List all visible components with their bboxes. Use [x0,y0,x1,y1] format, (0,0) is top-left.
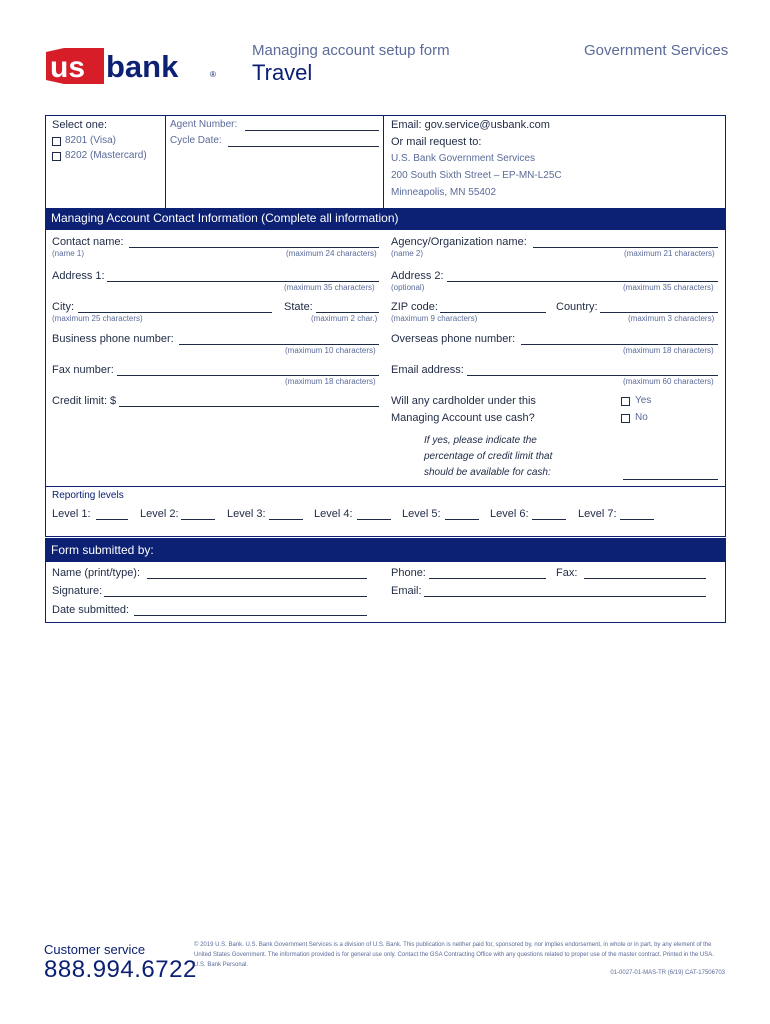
section-submitted-by-header: Form submitted by: [45,538,725,562]
reporting-levels-title: Reporting levels [52,490,124,501]
government-services-label: Government Services [584,42,729,59]
submitter-email-field[interactable] [424,596,706,597]
level6-field[interactable] [532,519,566,520]
city-max: (maximum 25 characters) [52,314,143,323]
cash-percentage-line2: percentage of credit limit that [424,451,553,462]
customer-service-label: Customer service [44,942,146,957]
submitter-name-field[interactable] [147,578,367,579]
address2-max: (maximum 35 characters) [623,283,714,292]
email-address-field[interactable] [467,375,718,376]
submitter-phone-label: Phone: [391,567,426,579]
state-max: (maximum 2 char.) [311,314,378,323]
city-label: City: [52,301,74,313]
top-divider-1 [165,115,166,208]
logo-us: us [50,51,86,84]
level5-label: Level 5: [402,508,441,520]
zip-label: ZIP code: [391,301,438,313]
cash-percentage-field[interactable] [623,479,718,480]
reporting-divider [45,486,725,487]
zip-max: (maximum 9 characters) [391,314,478,323]
country-field[interactable] [600,312,718,313]
business-phone-label: Business phone number: [52,333,174,345]
business-phone-field[interactable] [179,344,379,345]
zip-field[interactable] [440,312,546,313]
contact-name-label: Contact name: [52,236,124,248]
cash-percentage-line1: If yes, please indicate the [424,435,537,446]
customer-service-phone: 888.994.6722 [44,956,197,983]
level1-field[interactable] [96,519,128,520]
submitter-fax-label: Fax: [556,567,578,579]
email-address-label: Email address: [391,364,464,376]
top-divider-2 [383,115,384,208]
cash-no-checkbox[interactable] [621,414,630,423]
svg-text:®: ® [210,70,216,79]
fax-label: Fax number: [52,364,114,376]
signature-field[interactable] [104,596,367,597]
mail-address-line-1: U.S. Bank Government Services [391,153,535,164]
overseas-phone-label: Overseas phone number: [391,333,516,345]
overseas-phone-field[interactable] [521,344,718,345]
address1-label: Address 1: [52,270,105,282]
cash-yes-checkbox[interactable] [621,397,630,406]
date-submitted-label: Date submitted: [52,604,130,616]
contact-name-max: (maximum 24 characters) [286,249,377,258]
mastercard-option-label: 8202 (Mastercard) [65,150,147,161]
address2-field[interactable] [447,281,718,282]
state-label: State: [284,301,313,313]
cash-percentage-line3: should be available for cash: [424,467,551,478]
select-one-label: Select one: [52,119,108,131]
legal-disclaimer: © 2019 U.S. Bank. U.S. Bank Government Services is a division of U.S. Bank. This publication is neither paid for, sponsored by, nor implies endorsement, in whole or in part, by any element of the United States Government. The information provided is for general use only. Contact the GSA Contracting Office with any questions related to proper use of the master contract. Printed in the USA. U.S. Bank Personal. [194,942,714,968]
agency-name-max: (maximum 21 characters) [624,249,715,258]
signature-label: Signature: [52,585,103,597]
submitter-fax-field[interactable] [584,578,706,579]
agent-number-field[interactable] [245,130,379,131]
cash-yes-label: Yes [635,395,652,406]
contact-name-field[interactable] [129,247,379,248]
mail-address-line-2: 200 South Sixth Street – EP-MN-L25C [391,170,562,181]
credit-limit-label: Credit limit: $ [52,395,117,407]
name1-hint: (name 1) [52,249,85,258]
submitter-name-label: Name (print/type): [52,567,141,579]
section-contact-info-header: Managing Account Contact Information (Complete all information) [45,208,725,230]
agency-name-label: Agency/Organization name: [391,236,527,248]
level4-field[interactable] [357,519,391,520]
submitter-email-label: Email: [391,585,422,597]
form-subtitle: Managing account setup form [252,42,450,59]
level6-label: Level 6: [490,508,529,520]
agency-name-field[interactable] [533,247,718,248]
level2-field[interactable] [181,519,215,520]
mail-request-label: Or mail request to: [391,136,482,148]
level3-label: Level 3: [227,508,266,520]
submitter-phone-field[interactable] [429,578,546,579]
cash-no-label: No [635,412,648,423]
date-submitted-field[interactable] [134,615,367,616]
level2-label: Level 2: [140,508,179,520]
form-code: 01-0027-01-MAS-TR (6/19) CAT-17506703 [610,970,725,976]
country-max: (maximum 3 characters) [628,314,715,323]
fax-field[interactable] [117,375,379,376]
level5-field[interactable] [445,519,479,520]
address1-field[interactable] [107,281,379,282]
agent-number-label: Agent Number: [170,119,238,130]
cash-question-line2: Managing Account use cash? [391,412,535,424]
mail-address-line-3: Minneapolis, MN 55402 [391,187,497,198]
state-field[interactable] [316,312,379,313]
usbank-logo [44,44,220,88]
logo-bank: bank [106,49,179,84]
business-phone-max: (maximum 10 characters) [285,346,376,355]
level4-label: Level 4: [314,508,353,520]
mastercard-checkbox[interactable] [52,152,61,161]
level3-field[interactable] [269,519,303,520]
cycle-date-field[interactable] [228,146,379,147]
country-label: Country: [556,301,598,313]
address2-label: Address 2: [391,270,444,282]
address2-optional: (optional) [391,283,425,292]
address1-max: (maximum 35 characters) [284,283,375,292]
city-field[interactable] [78,312,272,313]
credit-limit-field[interactable] [119,406,379,407]
level7-field[interactable] [620,519,654,520]
fax-max: (maximum 18 characters) [285,377,376,386]
email-address-max: (maximum 60 characters) [623,377,714,386]
name2-hint: (name 2) [391,249,424,258]
cycle-date-label: Cycle Date: [170,135,222,146]
contact-email: Email: gov.service@usbank.com [391,119,550,131]
cash-question-line1: Will any cardholder under this [391,395,536,407]
level7-label: Level 7: [578,508,617,520]
visa-option-label: 8201 (Visa) [65,135,116,146]
visa-checkbox[interactable] [52,137,61,146]
form-title: Travel [252,60,313,85]
overseas-phone-max: (maximum 18 characters) [623,346,714,355]
main-form-frame [45,115,726,537]
level1-label: Level 1: [52,508,91,520]
